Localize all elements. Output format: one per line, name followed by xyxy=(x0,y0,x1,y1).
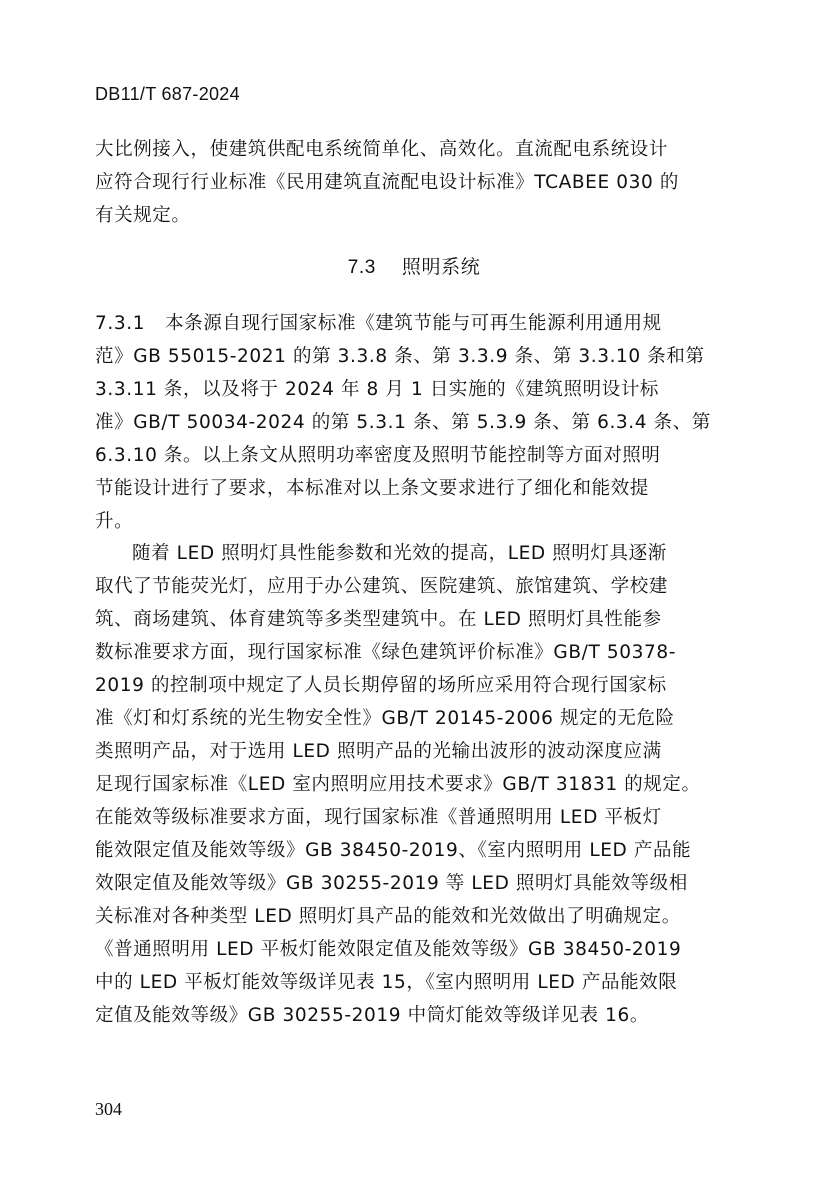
section-heading xyxy=(0,252,828,279)
text-line: 类照明产品，对于选用 LED 照明产品的光输出波形的波动深度应满 xyxy=(95,741,662,762)
clause-first-line: 本条源自现行国家标准《建筑节能与可再生能源利用通用规 xyxy=(165,313,662,334)
text-line: 数标准要求方面，现行国家标准《绿色建筑评价标准》GB/T 50378- xyxy=(95,642,676,663)
text-line: 应符合现行行业标准《民用建筑直流配电设计标准》TCABEE 030 的 xyxy=(95,172,679,193)
text-line: 效限定值及能效等级》GB 30255-2019 等 LED 照明灯具能效等级相 xyxy=(95,873,688,894)
section-number: 7.3 xyxy=(347,257,376,278)
text-line: 随着 LED 照明灯具性能参数和光效的提高，LED 照明灯具逐渐 xyxy=(132,543,667,564)
text-line: 在能效等级标准要求方面，现行国家标准《普通照明用 LED 平板灯 xyxy=(95,807,662,828)
text-line: 有关规定。 xyxy=(95,205,191,226)
text-line: 6.3.10 条。以上条文从照明功率密度及照明节能控制等方面对照明 xyxy=(95,445,661,466)
led-lighting-paragraph xyxy=(95,537,745,1032)
text-line: 足现行国家标准《LED 室内照明应用技术要求》GB/T 31831 的规定。 xyxy=(95,774,701,795)
text-line: 3.3.11 条，以及将于 2024 年 8 月 1 日实施的《建筑照明设计标 xyxy=(95,379,660,400)
text-line: 节能设计进行了要求，本标准对以上条文要求进行了细化和能效提 xyxy=(95,478,649,499)
text-line: 筑、商场建筑、体育建筑等多类型建筑中。在 LED 照明灯具性能参 xyxy=(95,609,662,630)
text-line: 范》GB 55015-2021 的第 3.3.8 条、第 3.3.9 条、第 3.3.10 条和第 xyxy=(95,346,705,367)
text-line: 定值及能效等级》GB 30255-2019 中筒灯能效等级详见表 16。 xyxy=(95,1005,649,1026)
text-line: 2019 的控制项中规定了人员长期停留的场所应采用符合现行国家标 xyxy=(95,675,667,696)
page-number: 304 xyxy=(95,1099,122,1119)
clause-7-3-1 xyxy=(95,307,745,538)
text-line xyxy=(95,307,745,340)
text-line: 关标准对各种类型 LED 照明灯具产品的能效和光效做出了明确规定。 xyxy=(95,906,681,927)
text-line: 准《灯和灯系统的光生物安全性》GB/T 20145-2006 规定的无危险 xyxy=(95,708,675,729)
text-line: 能效限定值及能效等级》GB 38450-2019、《室内照明用 LED 产品能 xyxy=(95,840,692,861)
section-title: 照明系统 xyxy=(401,256,481,278)
text-line: 取代了节能荧光灯，应用于办公建筑、医院建筑、旅馆建筑、学校建 xyxy=(95,576,669,597)
intro-paragraph xyxy=(95,133,745,232)
text-line: 大比例接入，使建筑供配电系统简单化、高效化。直流配电系统设计 xyxy=(95,139,669,160)
text-line: 升。 xyxy=(95,511,134,532)
text-line: 准》GB/T 50034-2024 的第 5.3.1 条、第 5.3.9 条、第 6.3.4 条、第 xyxy=(95,412,711,433)
clause-number: 7.3.1 xyxy=(95,313,146,334)
standard-code-header: DB11/T 687-2024 xyxy=(95,84,240,104)
text-line: 《普通照明用 LED 平板灯能效限定值及能效等级》GB 38450-2019 xyxy=(95,939,682,960)
text-line: 中的 LED 平板灯能效等级详见表 15，《室内照明用 LED 产品能效限 xyxy=(95,972,678,993)
